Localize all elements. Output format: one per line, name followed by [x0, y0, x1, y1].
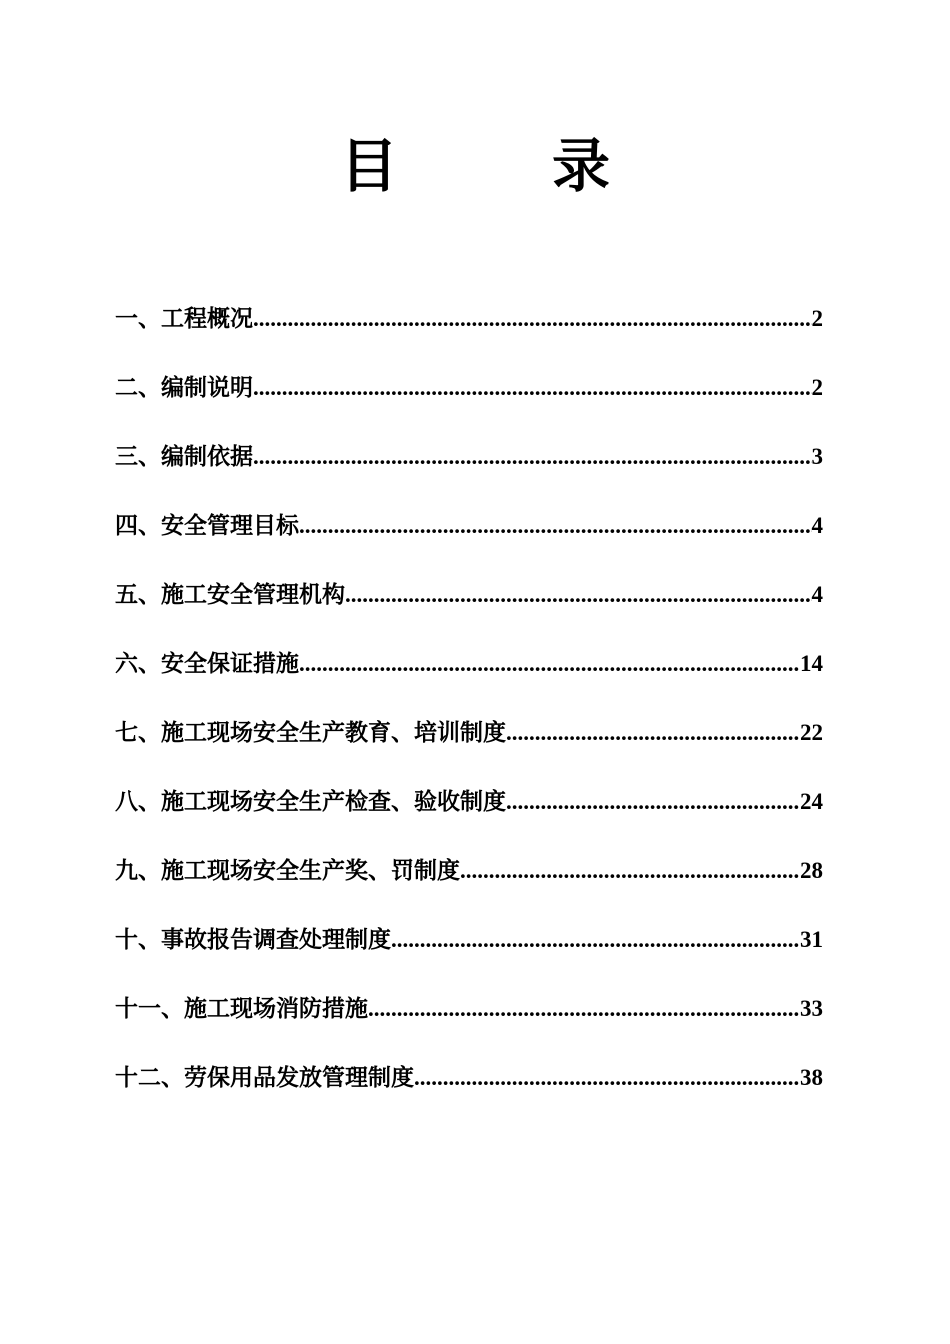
toc-entry-label: 二、编制说明: [115, 374, 253, 401]
toc-entry[interactable]: [115, 434, 823, 503]
toc-entry-page: 4: [811, 582, 823, 607]
toc-entry[interactable]: [115, 365, 823, 434]
toc-entry[interactable]: [115, 1055, 823, 1124]
toc-entry[interactable]: [115, 848, 823, 917]
toc-leader-dots: [460, 848, 800, 894]
toc-entry[interactable]: [115, 641, 823, 710]
toc-entry-page: 3: [811, 444, 823, 469]
toc-leader-dots: [253, 434, 812, 480]
toc-entry-label: 一、工程概况: [115, 305, 253, 332]
toc-entry-label: 五、施工安全管理机构: [115, 581, 345, 608]
toc-leader-dots: [299, 503, 812, 549]
toc-leader-dots: [299, 641, 800, 687]
toc-leader-dots: [506, 779, 800, 825]
toc-entry-page: 31: [800, 927, 823, 952]
toc-entry-page: 2: [811, 375, 823, 400]
toc-entry-page: 2: [811, 306, 823, 331]
toc-entry[interactable]: [115, 710, 823, 779]
toc-leader-dots: [391, 917, 800, 963]
toc-entry-page: 22: [800, 720, 823, 745]
toc-entry-label: 十一、施工现场消防措施: [115, 995, 368, 1022]
toc-leader-dots: [253, 365, 812, 411]
toc-entry-page: 4: [811, 513, 823, 538]
toc-entry-page: 14: [800, 651, 823, 676]
toc-leader-dots: [506, 710, 800, 756]
toc-entry-label: 九、施工现场安全生产奖、罚制度: [115, 857, 460, 884]
toc-entry-label: 四、安全管理目标: [115, 512, 299, 539]
toc-entry-label: 七、施工现场安全生产教育、培训制度: [115, 719, 506, 746]
toc-entry[interactable]: [115, 296, 823, 365]
toc-entry[interactable]: [115, 779, 823, 848]
toc-entry-page: 28: [800, 858, 823, 883]
table-of-contents: [115, 296, 823, 1124]
page-title: 目 录: [339, 132, 658, 200]
toc-entry-label: 十、事故报告调查处理制度: [115, 926, 391, 953]
toc-leader-dots: [253, 296, 812, 342]
toc-leader-dots: [368, 986, 800, 1032]
toc-entry[interactable]: [115, 917, 823, 986]
toc-leader-dots: [414, 1055, 800, 1101]
toc-entry-page: 24: [800, 789, 823, 814]
toc-entry-label: 八、施工现场安全生产检查、验收制度: [115, 788, 506, 815]
toc-entry-label: 十二、劳保用品发放管理制度: [115, 1064, 414, 1091]
toc-entry-page: 33: [800, 996, 823, 1021]
toc-entry[interactable]: [115, 986, 823, 1055]
toc-entry[interactable]: [115, 572, 823, 641]
toc-entry-label: 三、编制依据: [115, 443, 253, 470]
toc-leader-dots: [345, 572, 812, 618]
toc-entry-page: 38: [800, 1065, 823, 1090]
toc-entry-label: 六、安全保证措施: [115, 650, 299, 677]
toc-entry[interactable]: [115, 503, 823, 572]
